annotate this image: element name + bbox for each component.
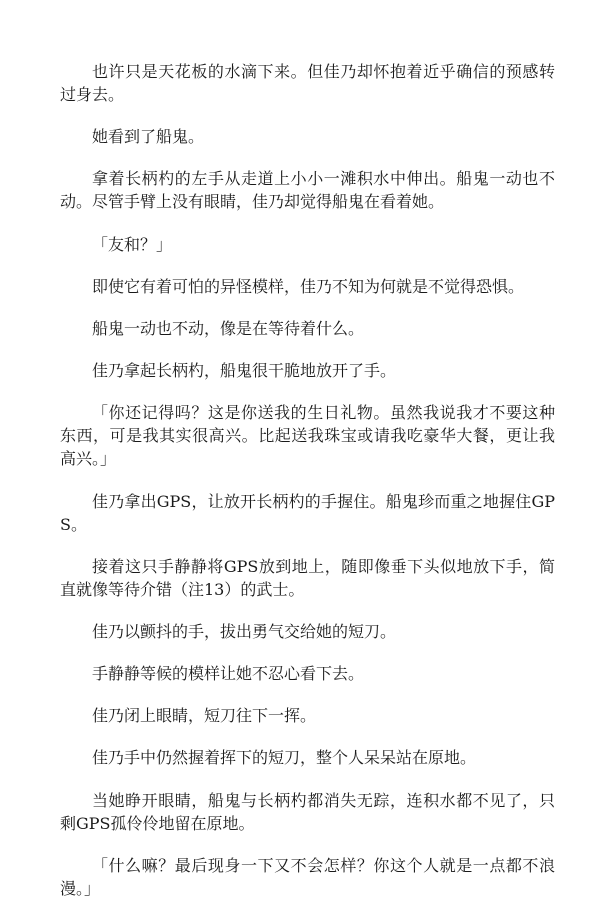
paragraph-8: 「你还记得吗？这是你送我的生日礼物。虽然我说我才不要这种东西，可是我其实很高兴。比起送我珠宝或请我吃豪华大餐，更让我高兴。」 — [60, 403, 555, 469]
paragraph-12: 手静静等候的模样让她不忍心看下去。 — [92, 664, 365, 684]
paragraph-7: 佳乃拿起长柄杓，船鬼很干脆地放开了手。 — [92, 361, 397, 381]
paragraph-2: 她看到了船鬼。 — [92, 127, 205, 147]
paragraph-15: 当她睁开眼睛，船鬼与长柄杓都消失无踪，连积水都不见了，只剩GPS孤伶伶地留在原地。 — [60, 790, 555, 833]
paragraph-6: 船鬼一动也不动，像是在等待着什么。 — [92, 318, 365, 338]
paragraph-10: 接着这只手静静将GPS放到地上，随即像垂下头似地放下手，简直就像等待介错（注13）的武士。 — [60, 556, 555, 599]
paragraph-16: 「什么嘛？最后现身一下又不会怎样？你这个人就是一点都不浪漫。」 — [60, 855, 555, 898]
paragraph-4: 「友和？」 — [92, 234, 173, 254]
paragraph-1: 也许只是天花板的水滴下来。但佳乃却怀抱着近乎确信的预感转过身去。 — [60, 62, 555, 104]
paragraph-5: 即使它有着可怕的异怪模样，佳乃不知为何就是不觉得恐惧。 — [92, 276, 525, 296]
paragraph-3: 拿着长柄杓的左手从走道上小小一滩积水中伸出。船鬼一动也不动。尽管手臂上没有眼睛，佳乃却觉得船鬼在看着她。 — [60, 169, 555, 212]
paragraph-14: 佳乃手中仍然握着挥下的短刀，整个人呆呆站在原地。 — [92, 748, 477, 768]
document-page — [60, 60, 555, 919]
paragraph-9: 佳乃拿出GPS，让放开长柄杓的手握住。船鬼珍而重之地握住GPS。 — [60, 491, 555, 534]
paragraph-13: 佳乃闭上眼睛，短刀往下一挥。 — [92, 706, 317, 726]
paragraph-11: 佳乃以颤抖的手，拔出勇气交给她的短刀。 — [92, 621, 397, 641]
